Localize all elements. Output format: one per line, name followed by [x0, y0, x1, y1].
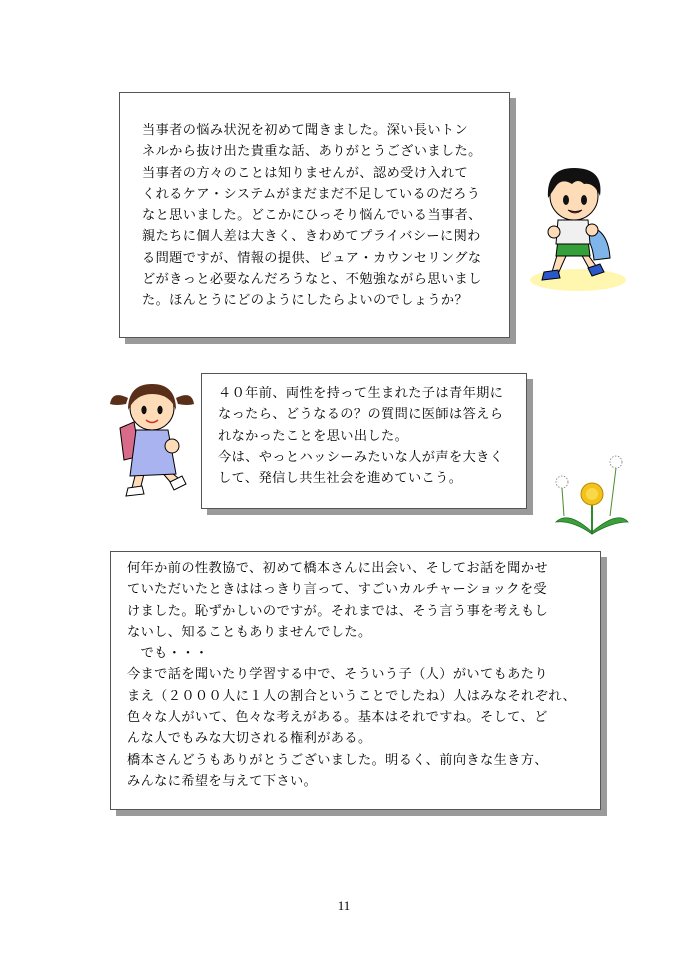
comment-2-line: して、発信し共生社会を進めていこう。 [218, 471, 463, 487]
comment-3-line: 今まで話を聞いたり学習する中で、そういう子（人）がいてもあたり [127, 667, 548, 683]
comment-1-line: どがきっと必要なんだろうなと、不勉強ながら思いまし [142, 272, 482, 288]
comment-1-line: くれるケア・システムがまだまだ不足しているのだろう [142, 186, 481, 202]
comment-2-line: れなかったことを思い出した。 [218, 428, 409, 444]
comment-3-line: んな人でもみな大切される権利がある。 [127, 731, 372, 747]
comment-1-line: 親たちに個人差は大きく、きわめてプライバシーに関わ [142, 229, 481, 245]
comment-3-line: 色々な人がいて、色々な考えがある。基本はそれですね。そして、ど [127, 710, 548, 726]
comment-3-line: でも・・・ [127, 646, 209, 662]
girl-illustration [106, 376, 202, 500]
comment-2-line: ４０年前、両性を持って生まれた子は青年期に [218, 386, 504, 401]
comment-1-line: た。ほんとうにどのようにしたらよいのでしょうか？ [142, 293, 469, 309]
comment-box-3 [110, 551, 601, 810]
dandelion-illustration [548, 450, 630, 542]
comment-1-line: 当事者の方々のことは知りませんが、認め受け入れて [142, 165, 469, 181]
comment-3-line: ていただいたときははっきり言って、すごいカルチャーショックを受 [127, 582, 548, 598]
comment-1-line: る問題ですが、情報の提供、ピュア・カウンセリングな [142, 250, 482, 266]
comment-box-2 [201, 373, 527, 509]
comment-3-line: 橋本さんどうもありがとうございました。明るく、前向きな生き方、 [127, 752, 548, 768]
comment-3-line: 何年か前の性教協で、初めて橋本さんに出会い、そしてお話を聞かせ [127, 561, 548, 576]
page-number: 11 [337, 898, 351, 913]
comment-2-line: なったら、どうなるの？の質問に医師は答えら [218, 407, 504, 423]
boy-illustration [528, 160, 630, 292]
comment-3-line: ないし、知ることもありませんでした。 [127, 624, 372, 640]
comment-3-line: まえ（２０００人に１人の割合ということでしたね）人はみなそれぞれ、 [127, 688, 577, 704]
comment-box-1 [119, 92, 510, 338]
comment-1-line: 当事者の悩み状況を初めて聞きました。深い長いトン [142, 123, 469, 138]
comment-1-line: ネルから抜け出た貴重な話、ありがとうございました。 [142, 144, 482, 160]
comment-2-line: 今は、やっとハッシーみたいな人が声を大きく [218, 449, 504, 465]
comment-3-line: みんなに希望を与えて下さい。 [127, 773, 318, 789]
comment-1-line: なと思いました。どこかにひっそり悩んでいる当事者、 [142, 208, 482, 224]
comment-3-line: けました。恥ずかしいのですが。それまでは、そう言う事を考えもし [127, 603, 549, 619]
